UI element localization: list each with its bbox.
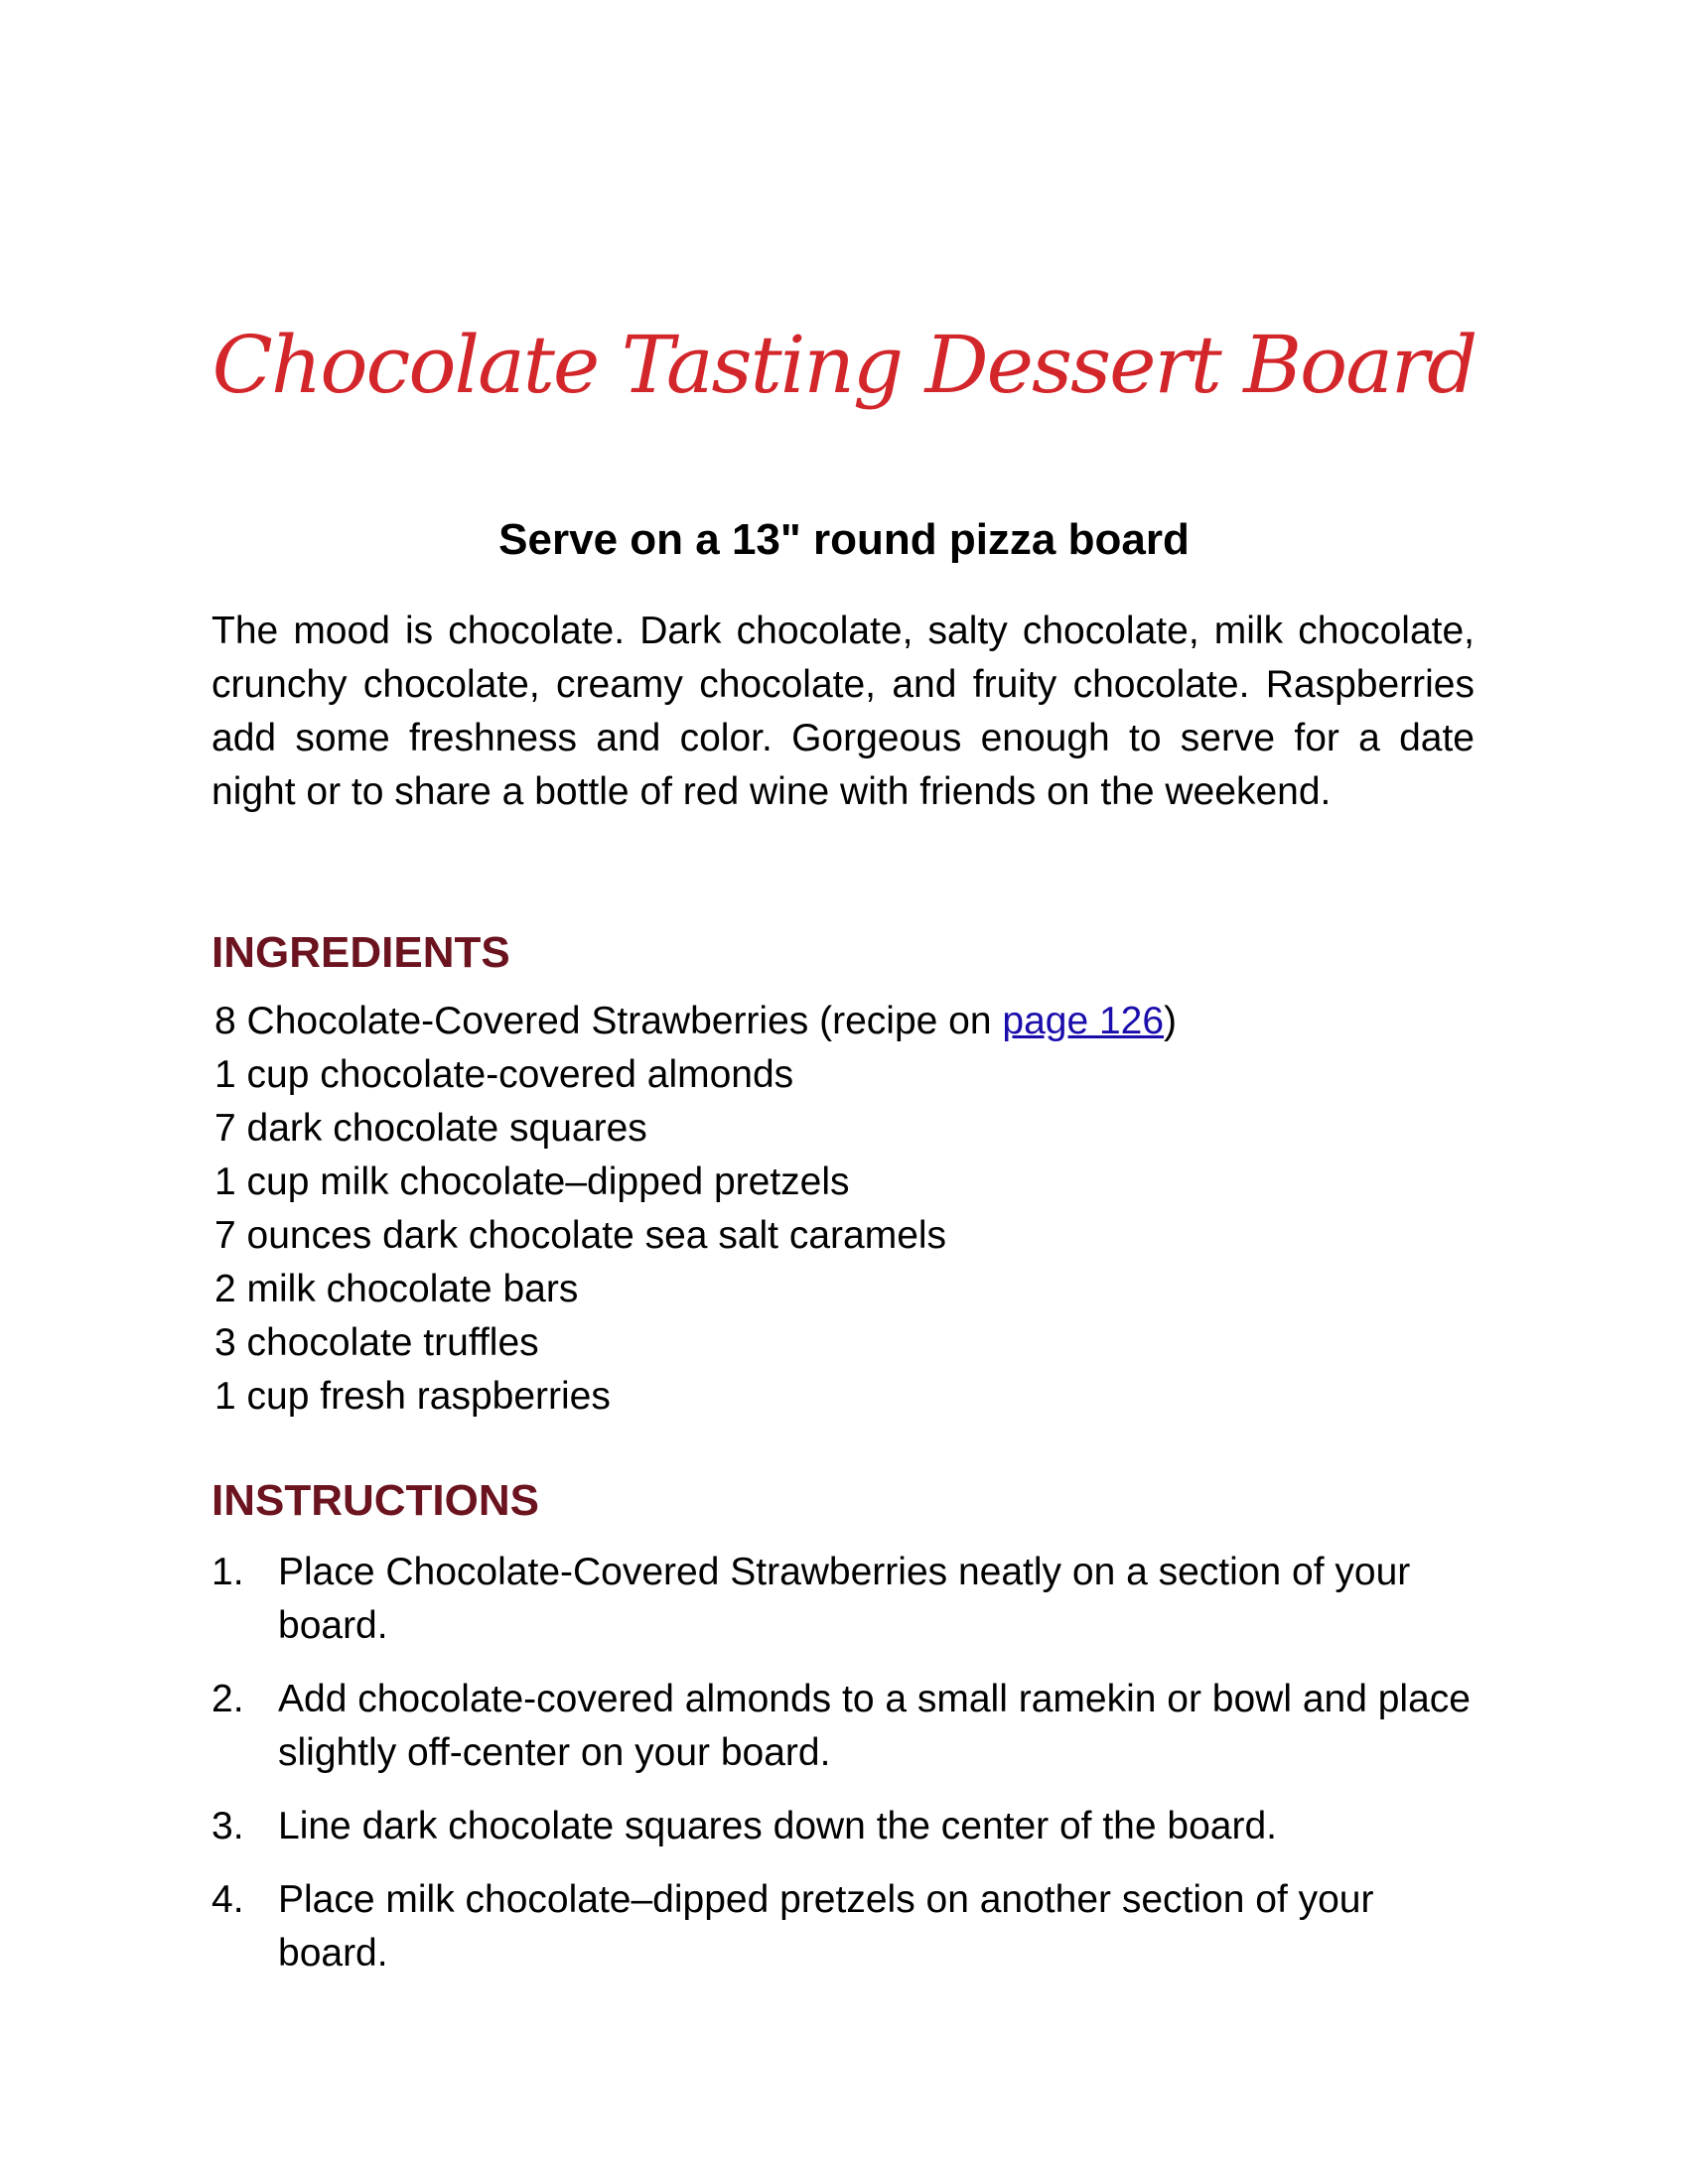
step-number: 2. <box>211 1678 244 1720</box>
instruction-step <box>211 1873 1482 1980</box>
step-text: Place milk chocolate–dipped pretzels on another section of your board. <box>278 1878 1374 1975</box>
ingredient-item <box>214 995 1177 1048</box>
ingredient-item: 2 milk chocolate bars <box>214 1268 579 1310</box>
ingredient-item: 7 ounces dark chocolate sea salt caramels <box>214 1214 947 1257</box>
instructions-heading: INSTRUCTIONS <box>211 1476 539 1525</box>
ingredients-heading: INGREDIENTS <box>211 928 510 977</box>
ingredient-item: 3 chocolate truffles <box>214 1321 539 1364</box>
step-text: Add chocolate-covered almonds to a small ramekin or bowl and place slightly off-center on your board. <box>278 1678 1471 1774</box>
ingredient-text: ) <box>1164 1000 1178 1042</box>
ingredient-item: 1 cup milk chocolate–dipped pretzels <box>214 1160 850 1203</box>
step-number: 1. <box>211 1551 244 1593</box>
instruction-step <box>211 1800 1482 1853</box>
recipe-page-link[interactable]: page 126 <box>1002 1000 1165 1042</box>
ingredient-text: 8 Chocolate-Covered Strawberries (recipe on <box>214 1000 1003 1042</box>
ingredient-item: 7 dark chocolate squares <box>214 1107 647 1150</box>
instruction-step <box>211 1673 1482 1780</box>
step-text: Place Chocolate-Covered Strawberries neatly on a section of your board. <box>278 1551 1411 1647</box>
step-number: 3. <box>211 1805 244 1847</box>
intro-paragraph: The mood is chocolate. Dark chocolate, salty chocolate, milk chocolate, crunchy chocolate, creamy chocolate, and fruity chocolate. Raspberries add some freshness and color. Gorgeous enough to serve for a date night or to share a bottle of red wine with friends on the weekend. <box>211 610 1475 813</box>
step-number: 4. <box>211 1878 244 1921</box>
instruction-step <box>211 1546 1482 1653</box>
step-text: Line dark chocolate squares down the center of the board. <box>278 1805 1277 1847</box>
serving-note: Serve on a 13" round pizza board <box>498 515 1190 564</box>
instructions-list <box>211 1546 1482 2000</box>
ingredient-item: 1 cup fresh raspberries <box>214 1375 611 1418</box>
ingredients-list <box>214 995 1177 1424</box>
recipe-title: Chocolate Tasting Dessert Board <box>211 319 1477 411</box>
ingredient-item: 1 cup chocolate-covered almonds <box>214 1053 794 1096</box>
